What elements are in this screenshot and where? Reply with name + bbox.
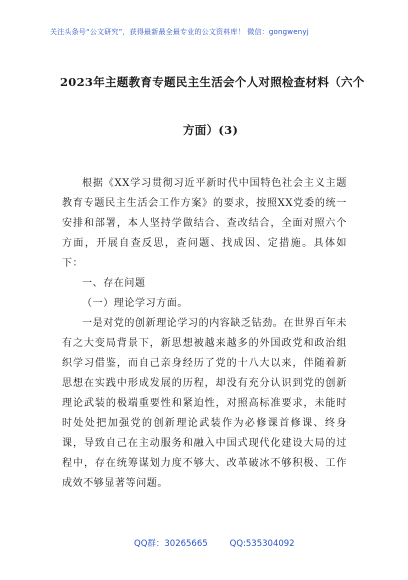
intro-paragraph: 根据《XX学习贯彻习近平新时代中国特色社会主义主题教育专题民主生活会工作方案》的要求，按照XX党委的统一安排和部署，本人坚持学做结合、查改结合，全面对照六个方面，开展自查反思，查问题、找成因、定措施。具体如下： <box>62 178 347 269</box>
document-title-line-1: 2023年主题教育专题民主生活会个人对照检查材料（六个 <box>60 75 365 89</box>
footer-qq-group: QQ群：30265665 <box>134 539 208 549</box>
header-note: 关注头条号“公文研究”，获得最新最全最专业的公文资料库！ 微信：gongwenyj <box>50 28 309 36</box>
body-paragraph: 一是对党的创新理论学习的内容缺乏钻劲。在世界百年未有之大变局背景下，新思想被越来越多的外国政党和政治组织学习借鉴，而自己亲身经历了党的十八大以来，伴随着新思想在实践中形成发展的历程，却没有充分认识到党的创新理论武装的极端重要性和紧迫性，对照高标准要求，未能时时处处把加强党的创新理论武装作为必修课首修课、终身课，导致自己在主动服务和融入中国式现代化建设大局的过程中，存在统筹谋划力度不够大、改革破冰不够积极、工作成效不够显著等问题。 <box>62 318 347 489</box>
document-title-line-2: 方面）(3) <box>183 123 239 137</box>
document-body <box>62 174 347 494</box>
section-heading: 一、存在问题 <box>82 278 146 289</box>
subsection-heading: （一）理论学习方面。 <box>82 298 188 309</box>
footer-qq-contact: QQ:535304092 <box>229 539 295 549</box>
footer <box>134 537 295 549</box>
